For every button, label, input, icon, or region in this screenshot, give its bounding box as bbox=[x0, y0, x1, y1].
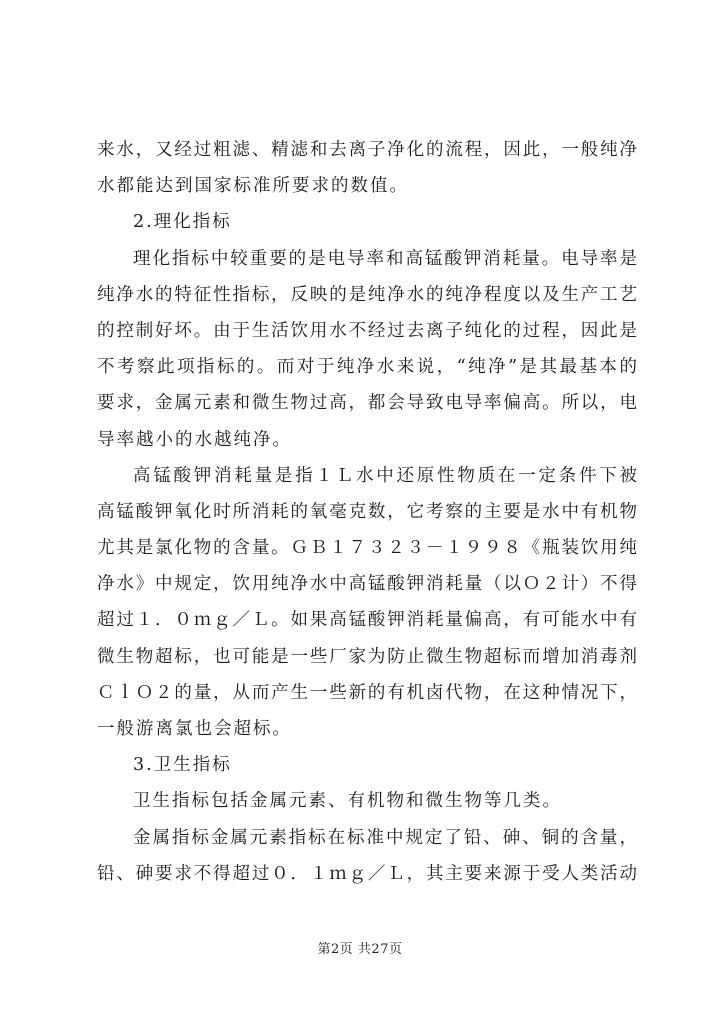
text-line: 不考察此项指标的。而对于纯净水来说，“纯净”是其最基本的 bbox=[97, 357, 637, 378]
text-line: 要求，金属元素和微生物过高，都会导致电导率偏高。所以，电 bbox=[97, 393, 637, 414]
text-line: 尤其是氯化物的含量。ＧＢ１７３２３－１９９８《瓶装饮用纯 bbox=[97, 538, 637, 559]
section-heading: 2.理化指标 bbox=[133, 212, 232, 233]
page-number-footer: 第2页 共27页 bbox=[317, 942, 403, 957]
text-line: 金属指标金属元素指标在标准中规定了铅、砷、铜的含量， bbox=[133, 827, 637, 848]
text-line: 水都能达到国家标准所要求的数值。 bbox=[97, 176, 409, 197]
section-heading: 3.卫生指标 bbox=[133, 755, 232, 776]
text-line: ＣｌＯ２的量，从而产生一些新的有机卤代物，在这种情况下， bbox=[97, 682, 637, 703]
text-line: 卫生指标包括金属元素、有机物和微生物等几类。 bbox=[133, 791, 562, 812]
text-line: 高锰酸钾消耗量是指１Ｌ水中还原性物质在一定条件下被 bbox=[133, 465, 637, 486]
text-line: 微生物超标，也可能是一些厂家为防止微生物超标而增加消毒剂 bbox=[97, 646, 637, 667]
text-line: 超过１．０ｍｇ／Ｌ。如果高锰酸钾消耗量偏高，有可能水中有 bbox=[97, 610, 637, 631]
text-line: 来水，又经过粗滤、精滤和去离子净化的流程，因此，一般纯净 bbox=[97, 140, 637, 160]
text-line: 理化指标中较重要的是电导率和高锰酸钾消耗量。电导率是 bbox=[133, 248, 637, 269]
text-line: 净水》中规定，饮用纯净水中高锰酸钾消耗量（以Ｏ２计）不得 bbox=[97, 574, 637, 595]
document-body bbox=[97, 132, 637, 892]
text-line: 铅、砷要求不得超过０．１ｍｇ／Ｌ，其主要来源于受人类活动 bbox=[97, 863, 637, 884]
text-line: 一般游离氯也会超标。 bbox=[97, 719, 292, 739]
text-line: 纯净水的特征性指标，反映的是纯净水的纯净程度以及生产工艺 bbox=[97, 284, 637, 305]
text-line: 高锰酸钾氧化时所消耗的氧毫克数，它考察的主要是水中有机物 bbox=[97, 501, 637, 522]
text-line: 的控制好坏。由于生活饮用水不经过去离子纯化的过程，因此是 bbox=[97, 320, 637, 341]
text-line: 导率越小的水越纯净。 bbox=[97, 429, 292, 450]
